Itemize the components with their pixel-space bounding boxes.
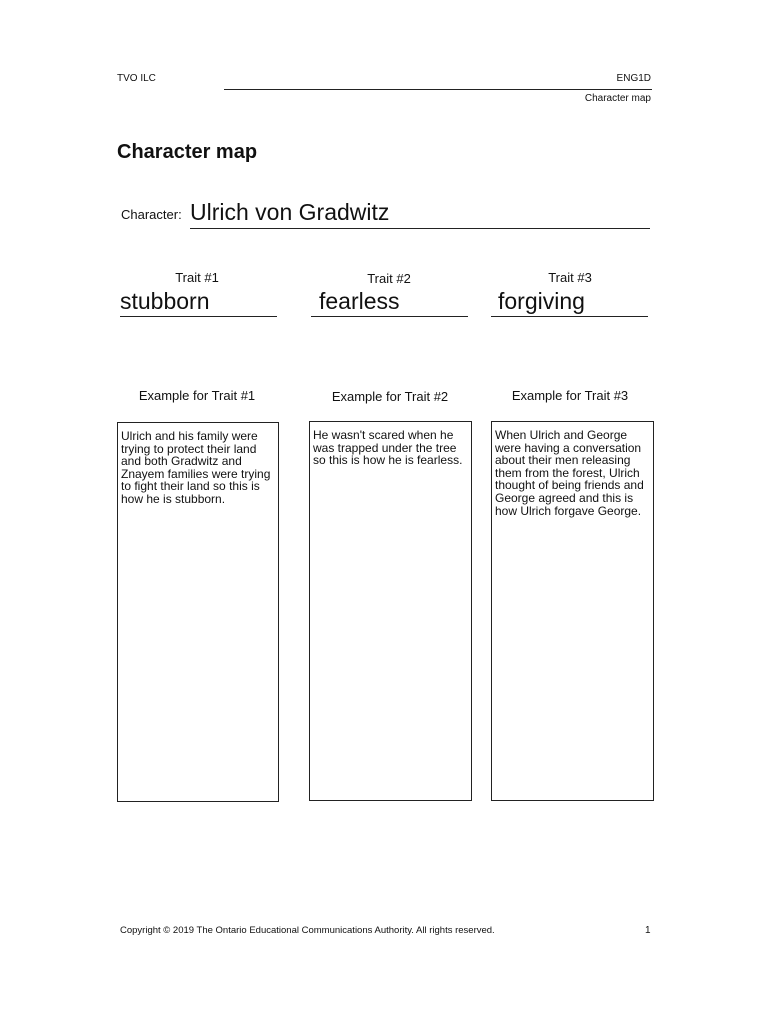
trait-1-underline xyxy=(120,316,277,317)
page-title: Character map xyxy=(117,141,258,163)
example-2-label: Example for Trait #2 xyxy=(331,389,449,404)
character-name-field[interactable]: Ulrich von Gradwitz xyxy=(190,199,390,225)
trait-2-label: Trait #2 xyxy=(367,271,411,286)
trait-1-field[interactable]: stubborn xyxy=(120,288,210,314)
example-3-textbox[interactable]: When Ulrich and George were having a conversation about their men releasing them from the forest, Ulrich thought of being friends and George agreed and this is how Ulrich forgave George. xyxy=(491,421,654,801)
course-code: ENG1D xyxy=(616,73,651,84)
example-1-textbox[interactable]: Ulrich and his family were trying to protect their land and both Gradwitz and Znayem families were trying to fight their land so this is how he is stubborn. xyxy=(117,422,279,802)
page-number: 1 xyxy=(645,925,651,936)
document-label: Character map xyxy=(584,93,651,104)
example-1-label: Example for Trait #1 xyxy=(138,388,256,403)
trait-2-underline xyxy=(311,316,468,317)
character-underline xyxy=(190,228,650,229)
header-divider xyxy=(224,89,652,90)
character-label: Character: xyxy=(121,207,182,222)
example-2-textbox[interactable]: He wasn't scared when he was trapped under the tree so this is how he is fearless. xyxy=(309,421,472,801)
trait-3-field[interactable]: forgiving xyxy=(498,288,585,314)
trait-1-label: Trait #1 xyxy=(175,270,219,285)
trait-3-label: Trait #3 xyxy=(548,270,592,285)
organization-label: TVO ILC xyxy=(117,73,156,84)
trait-3-underline xyxy=(491,316,648,317)
copyright-notice: Copyright © 2019 The Ontario Educational Communications Authority. All rights reserved. xyxy=(120,925,495,936)
example-3-label: Example for Trait #3 xyxy=(511,388,629,403)
trait-2-field[interactable]: fearless xyxy=(319,288,400,314)
